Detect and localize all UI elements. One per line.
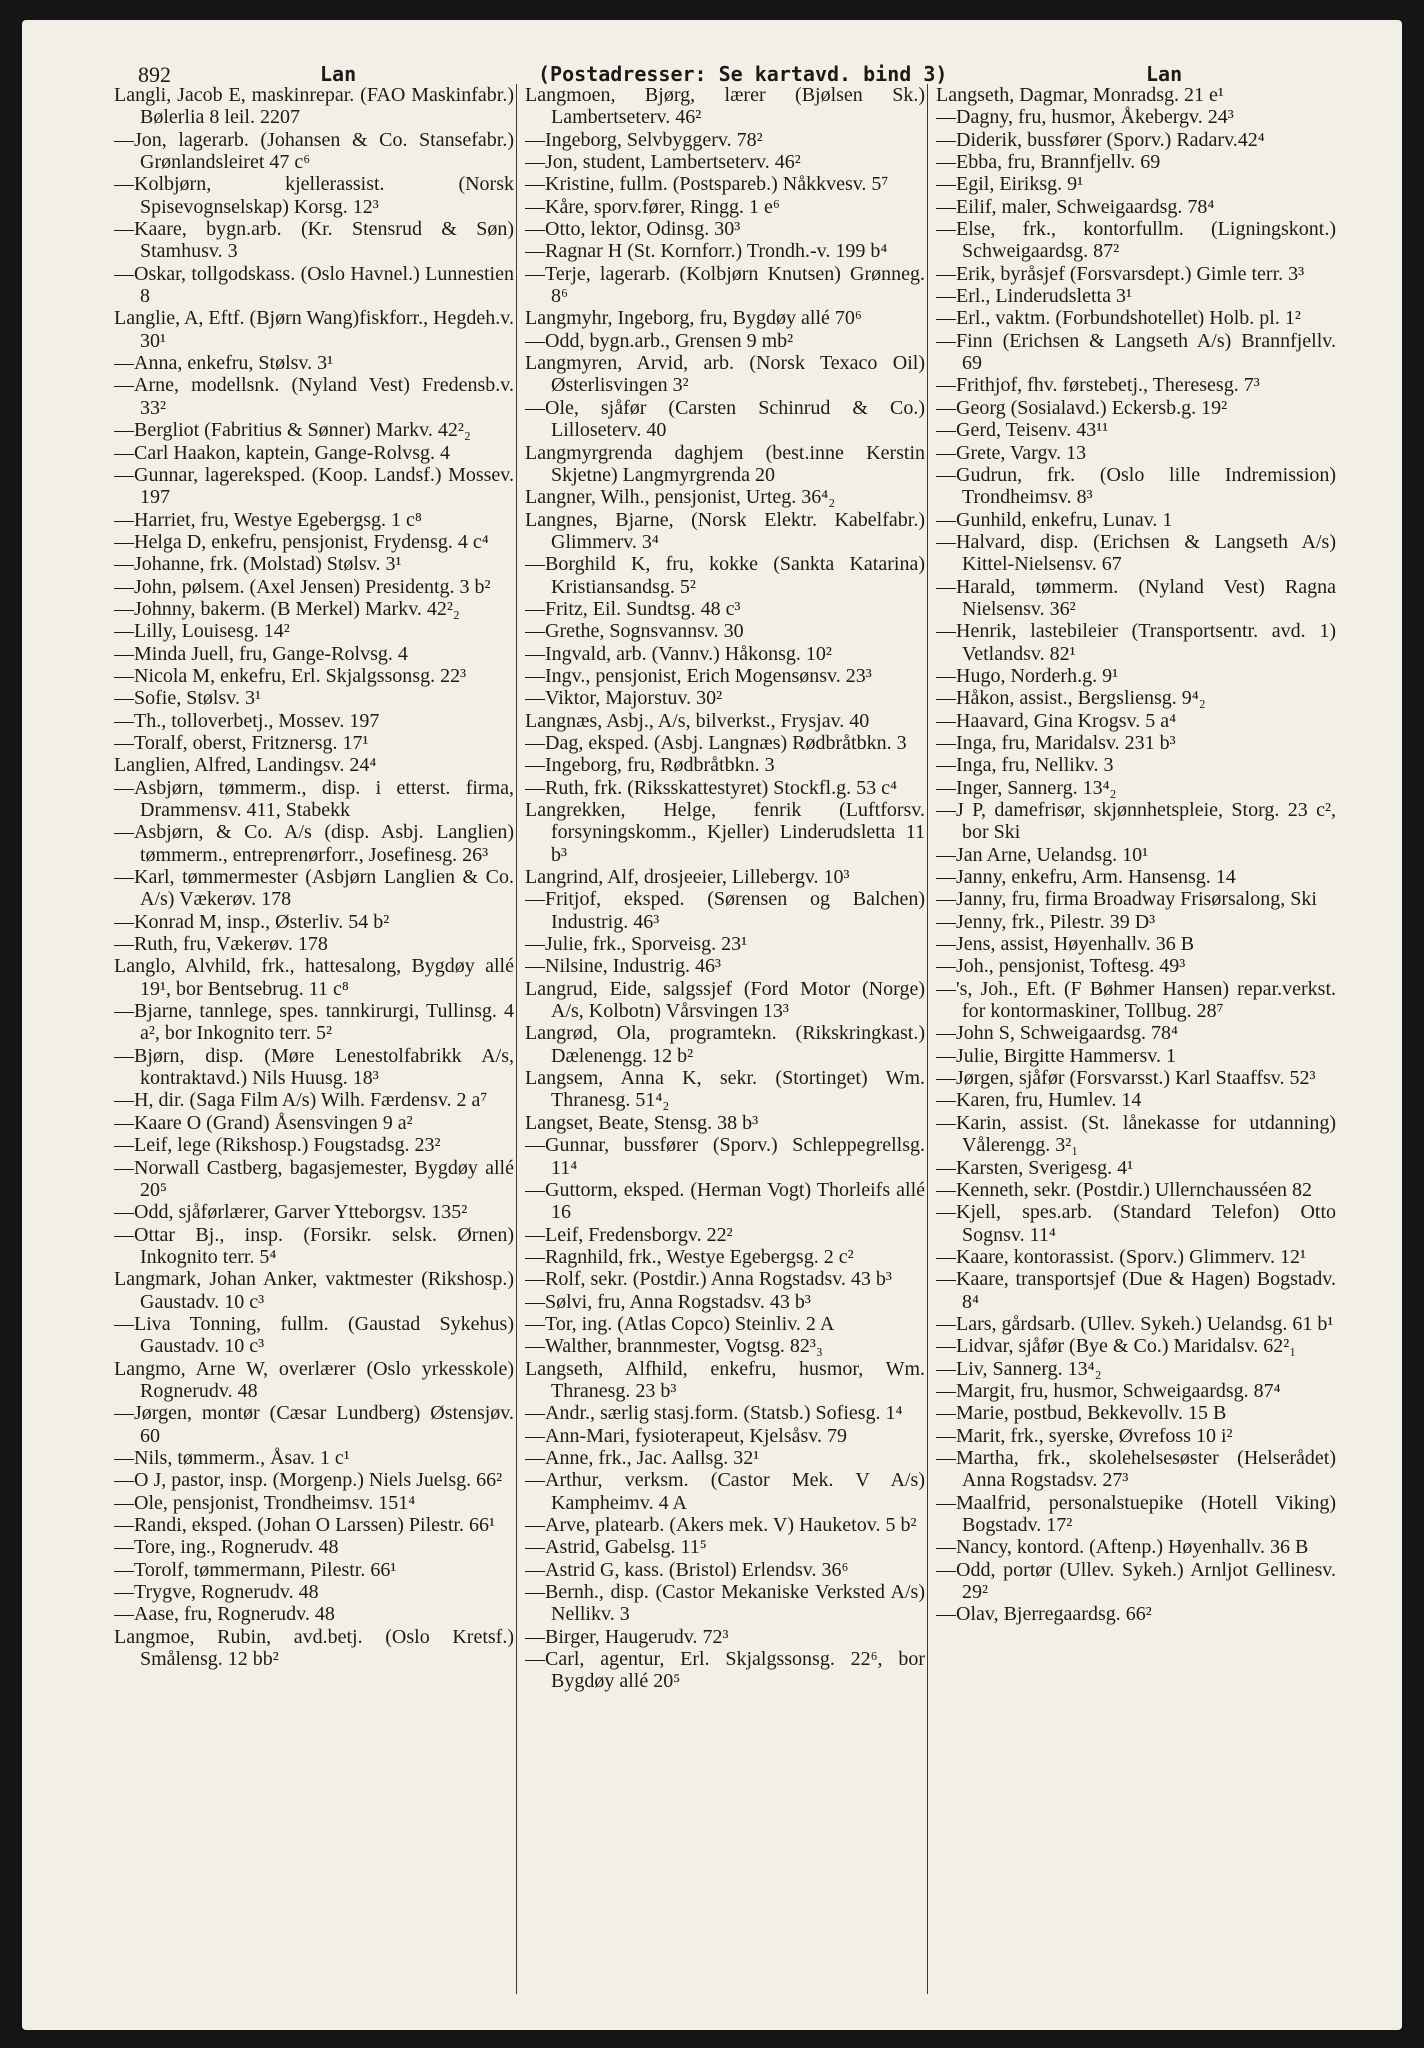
directory-entry: —Håkon, assist., Bergsliensg. 9⁴₂	[936, 687, 1206, 710]
directory-entry: —Ingvald, arb. (Vannv.) Håkonsg. 10²	[525, 642, 832, 665]
directory-entry: —Henrik, lastebileier (Transportsentr. avd. 1) Vetlandsv. 82¹	[936, 620, 1336, 665]
directory-entry: —Birger, Haugerudv. 72³	[525, 1625, 729, 1648]
directory-entry: —Torolf, tømmermann, Pilestr. 66¹	[114, 1558, 397, 1581]
directory-entry: —Erl., Linderudsletta 3¹	[936, 285, 1132, 308]
directory-entry: —Sølvi, fru, Anna Rogstadsv. 43 b³	[525, 1290, 811, 1313]
directory-entry: —Martha, frk., skolehelsesøster (Helserådet) Anna Rogstadsv. 27³	[936, 1446, 1336, 1492]
directory-entry: —Janny, enkefru, Arm. Hansensg. 14	[936, 866, 1236, 889]
directory-entry: —Guttorm, eksped. (Herman Vogt) Thorleifs allé 16	[525, 1178, 925, 1224]
directory-entry: —Terje, lagerarb. (Kolbjørn Knutsen) Grønneg. 8⁶	[525, 262, 925, 308]
directory-entry: —Georg (Sosialavd.) Eckersb.g. 19²	[936, 396, 1228, 419]
directory-entry: —Tore, ing., Rognerudv. 48	[114, 1536, 339, 1559]
directory-entry: Langnes, Bjarne, (Norsk Elektr. Kabelfabr.) Glimmerv. 3⁴	[525, 508, 925, 553]
directory-entry: —Bjarne, tannlege, spes. tannkirurgi, Tullinsg. 4 a², bor Inkognito terr. 5²	[114, 1000, 514, 1045]
directory-entry: —Anna, enkefru, Stølsv. 3¹	[114, 352, 334, 375]
directory-entry: —Finn (Erichsen & Langseth A/s) Brannfjellv. 69	[936, 329, 1336, 375]
directory-entry: —Fritjof, eksped. (Sørensen og Balchen) Industrig. 46³	[525, 888, 925, 933]
directory-entry: —Kaare O (Grand) Åsensvingen 9 a²	[114, 1111, 413, 1134]
directory-entry: —Else, frk., kontorfullm. (Ligningskont.) Schweigaardsg. 87²	[936, 218, 1336, 263]
directory-entry: —Andr., særlig stasj.form. (Statsb.) Sofiesg. 1⁴	[525, 1402, 903, 1425]
directory-entry: —Ole, sjåfør (Carsten Schinrud & Co.) Lilloseterv. 40	[525, 396, 925, 442]
directory-entry: —Sofie, Stølsv. 3¹	[114, 687, 261, 710]
directory-entry: Langrød, Ola, programtekn. (Rikskringkast.) Dælenengg. 12 b²	[525, 1022, 925, 1067]
directory-entry: —Carl Haakon, kaptein, Gange-Rolvsg. 4	[114, 441, 451, 464]
directory-entry: —Bernh., disp. (Castor Mekaniske Verksted A/s) Nellikv. 3	[525, 1581, 925, 1626]
directory-entry: —Grethe, Sognsvannsv. 30	[525, 620, 744, 643]
directory-entry: Langrekken, Helge, fenrik (Luftforsv. forsyningskomm., Kjeller) Linderudsletta 11 b³	[525, 799, 925, 866]
directory-entry: —Erl., vaktm. (Forbundshotellet) Holb. pl. 1²	[936, 307, 1301, 330]
directory-entry: Langrud, Eide, salgssjef (Ford Motor (Norge) A/s, Kolbotn) Vårsvingen 13³	[525, 977, 925, 1023]
directory-entry: —Th., tolloverbetj., Mossev. 197	[114, 709, 380, 732]
directory-entry: —Gerd, Teisenv. 43¹¹	[936, 419, 1109, 442]
directory-entry: —Inga, fru, Nellikv. 3	[936, 754, 1114, 777]
directory-entry: —Aase, fru, Rognerudv. 48	[114, 1603, 335, 1626]
directory-entry: —Egil, Eiriksg. 9¹	[936, 173, 1084, 196]
directory-entry: —John, pølsem. (Axel Jensen) Presidentg. 3 b²	[114, 575, 491, 598]
directory-columns	[114, 84, 1336, 2004]
directory-entry: —Jørgen, sjåfør (Forsvarsst.) Karl Staaffsv. 52³	[936, 1067, 1316, 1090]
directory-entry: —Johnny, bakerm. (B Merkel) Markv. 42²₂	[114, 597, 460, 620]
header-right-word: Lan	[1146, 62, 1183, 86]
directory-entry: —Asbjørn, & Co. A/s (disp. Asbj. Langlien) tømmerm., entreprenørforr., Josefinesg. 26³	[114, 821, 514, 866]
directory-entry: —Carl, agentur, Erl. Skjalgssonsg. 22⁶, bor Bygdøy allé 20⁵	[525, 1648, 925, 1693]
directory-entry: —Viktor, Majorstuv. 30²	[525, 687, 723, 710]
directory-entry: —Jenny, frk., Pilestr. 39 D³	[936, 910, 1156, 933]
directory-entry: —J P, damefrisør, skjønnhetspleie, Storg. 23 c², bor Ski	[936, 799, 1336, 844]
directory-entry: —Liv, Sannerg. 13⁴₂	[936, 1357, 1102, 1380]
directory-entry: —Asbjørn, tømmerm., disp. i etterst. firma, Drammensv. 411, Stabekk	[114, 776, 514, 821]
directory-entry: —Nilsine, Industrig. 46³	[525, 955, 721, 978]
directory-entry: Langsem, Anna K, sekr. (Stortinget) Wm. Thranesg. 51⁴₂	[525, 1067, 925, 1112]
directory-entry: —Fritz, Eil. Sundtsg. 48 c³	[525, 597, 741, 620]
directory-entry: —Randi, eksped. (Johan O Larssen) Pilestr. 66¹	[114, 1514, 495, 1536]
directory-entry: Langlien, Alfred, Landingsv. 24⁴	[114, 754, 377, 777]
directory-entry: —Karl, tømmermester (Asbjørn Langlien & Co. A/s) Vækerøv. 178	[114, 866, 514, 911]
directory-entry: —Rolf, sekr. (Postdir.) Anna Rogstadsv. 43 b³	[525, 1268, 892, 1291]
directory-entry: —Dag, eksped. (Asbj. Langnæs) Rødbråtbkn. 3	[525, 731, 907, 754]
header-left-word: Lan	[320, 62, 357, 86]
directory-entry: —Bjørn, disp. (Møre Lenestolfabrikk A/s, kontraktavd.) Nils Huusg. 18³	[114, 1044, 514, 1090]
header-center-note: (Postadresser: Se kartavd. bind 3)	[538, 62, 948, 86]
directory-entry: Langner, Wilh., pensjonist, Urteg. 36⁴₂	[525, 486, 836, 509]
directory-entry: —Ole, pensjonist, Trondheimsv. 151⁴	[114, 1491, 416, 1514]
directory-entry: —'s, Joh., Eft. (F Bøhmer Hansen) repar.verkst. for kontormaskiner, Tollbug. 28⁷	[936, 977, 1336, 1023]
directory-entry: —Gunhild, enkefru, Lunav. 1	[936, 508, 1173, 531]
directory-entry: —Frithjof, fhv. førstebetj., Theresesg. 7³	[936, 374, 1260, 397]
directory-entry: —Harriet, fru, Westye Egebergsg. 1 c⁸	[114, 508, 422, 531]
directory-column-3	[936, 84, 1336, 1994]
directory-entry: Langmoe, Rubin, avd.betj. (Oslo Kretsf.) Smålensg. 12 bb²	[114, 1625, 514, 1671]
directory-entry: —Ingeborg, fru, Rødbråtbkn. 3	[525, 754, 775, 777]
directory-entry: —Kristine, fullm. (Postspareb.) Nåkkvesv. 5⁷	[525, 173, 889, 196]
directory-entry: —Ingeborg, Selvbyggerv. 78²	[525, 128, 763, 151]
directory-entry: —Odd, bygn.arb., Grensen 9 mb²	[525, 329, 794, 352]
directory-entry: —Janny, fru, firma Broadway Frisørsalong, Ski	[936, 888, 1317, 911]
directory-entry: Langmyren, Arvid, arb. (Norsk Texaco Oil) Østerlisvingen 3²	[525, 352, 925, 397]
directory-entry: —Ruth, frk. (Riksskattestyret) Stockfl.g. 53 c⁴	[525, 776, 897, 799]
directory-entry: Langmyhr, Ingeborg, fru, Bygdøy allé 70⁶	[525, 307, 862, 330]
directory-entry: —Maalfrid, personalstuepike (Hotell Viking) Bogstadv. 17²	[936, 1491, 1336, 1536]
directory-entry: —Ingv., pensjonist, Erich Mogensønsv. 23³	[525, 664, 872, 687]
directory-entry: —Tor, ing. (Atlas Copco) Steinliv. 2 A	[525, 1312, 835, 1335]
directory-entry: —Nils, tømmerm., Åsav. 1 c¹	[114, 1446, 350, 1469]
directory-entry: —Nicola M, enkefru, Erl. Skjalgssonsg. 22³	[114, 664, 467, 687]
directory-entry: —Marie, postbud, Bekkevollv. 15 B	[936, 1402, 1227, 1425]
directory-entry: —Inga, fru, Maridalsv. 231 b³	[936, 731, 1176, 754]
directory-entry: —Margit, fru, husmor, Schweigaardsg. 87⁴	[936, 1379, 1281, 1402]
directory-entry: —Erik, byråsjef (Forsvarsdept.) Gimle terr. 3³	[936, 262, 1305, 285]
directory-entry: —Nancy, kontord. (Aftenp.) Høyenhallv. 36 B	[936, 1536, 1309, 1559]
directory-entry: —Kaare, transportsjef (Due & Hagen) Bogstadv. 8⁴	[936, 1268, 1336, 1313]
directory-entry: Langseth, Dagmar, Monradsg. 21 e¹	[936, 84, 1224, 106]
directory-entry: —Arthur, verksm. (Castor Mek. V A/s) Kampheimv. 4 A	[525, 1469, 925, 1514]
directory-entry: —Gunnar, bussfører (Sporv.) Schleppegrellsg. 11⁴	[525, 1134, 925, 1179]
directory-entry: —Karen, fru, Humlev. 14	[936, 1089, 1142, 1112]
directory-entry: —Gunnar, lagereksped. (Koop. Landsf.) Mossev. 197	[114, 463, 514, 509]
directory-entry: —John S, Schweigaardsg. 78⁴	[936, 1022, 1178, 1045]
directory-entry: —H, dir. (Saga Film A/s) Wilh. Færdensv. 2 a⁷	[114, 1089, 488, 1112]
directory-entry: —Gudrun, frk. (Oslo lille Indremission) Trondheimsv. 8³	[936, 463, 1336, 509]
directory-entry: —Lidvar, sjåfør (Bye & Co.) Maridalsv. 62²₁	[936, 1335, 1297, 1358]
directory-entry: —Odd, portør (Ullev. Sykeh.) Arnljot Gellinesv. 29²	[936, 1558, 1336, 1604]
directory-entry: Langmoen, Bjørg, lærer (Bjølsen Sk.) Lambertseterv. 46²	[525, 84, 925, 129]
directory-entry: —Joh., pensjonist, Toftesg. 49³	[936, 955, 1186, 978]
directory-entry: —Grete, Vargv. 13	[936, 441, 1087, 464]
directory-entry: —Harald, tømmerm. (Nyland Vest) Ragna Nielsensv. 36²	[936, 575, 1336, 620]
directory-entry: —Norwall Castberg, bagasjemester, Bygdøy allé 20⁵	[114, 1156, 514, 1201]
directory-entry: Langmyrgrenda daghjem (best.inne Kerstin Skjetne) Langmyrgrenda 20	[525, 441, 925, 486]
directory-entry: Langnæs, Asbj., A/s, bilverkst., Frysjav. 40	[525, 709, 870, 732]
directory-entry: —Hugo, Norderh.g. 9¹	[936, 664, 1119, 687]
directory-entry: —Kaare, bygn.arb. (Kr. Stensrud & Søn) Stamhusv. 3	[114, 218, 514, 263]
directory-entry: —Dagny, fru, husmor, Åkebergv. 24³	[936, 106, 1234, 129]
directory-entry: —Kåre, sporv.fører, Ringg. 1 e⁶	[525, 195, 780, 218]
directory-entry: —Kjell, spes.arb. (Standard Telefon) Otto Sognsv. 11⁴	[936, 1201, 1336, 1246]
directory-entry: —Karsten, Sverigesg. 4¹	[936, 1156, 1134, 1179]
directory-entry: —Ebba, fru, Brannfjellv. 69	[936, 151, 1161, 174]
directory-entry: Langrind, Alf, drosjeeier, Lillebergv. 10³	[525, 866, 850, 889]
directory-entry: —Arne, modellsnk. (Nyland Vest) Fredensb.v. 33²	[114, 374, 514, 419]
directory-entry: —Karin, assist. (St. lånekasse for utdanning) Vålerengg. 3²₁	[936, 1111, 1336, 1157]
directory-entry: —Odd, sjåførlærer, Garver Ytteborgsv. 135²	[114, 1201, 468, 1224]
directory-entry: —Minda Juell, fru, Gange-Rolvsg. 4	[114, 642, 408, 665]
directory-entry: —Jens, assist, Høyenhallv. 36 B	[936, 933, 1195, 956]
directory-entry: —Leif, Fredensborgv. 22²	[525, 1223, 733, 1246]
directory-entry: Langmo, Arne W, overlærer (Oslo yrkesskole) Rognerudv. 48	[114, 1357, 514, 1402]
directory-entry: —Bergliot (Fabritius & Sønner) Markv. 42²₂	[114, 419, 471, 442]
directory-entry: —Astrid, Gabelsg. 11⁵	[525, 1536, 707, 1559]
directory-column-1	[114, 84, 517, 1994]
directory-entry: —Astrid G, kass. (Bristol) Erlendsv. 36⁶	[525, 1558, 849, 1581]
directory-entry: —Konrad M, insp., Østerliv. 54 b²	[114, 910, 390, 933]
directory-entry: —Julie, frk., Sporveisg. 23¹	[525, 933, 748, 956]
directory-entry: —Toralf, oberst, Fritznersg. 17¹	[114, 731, 369, 754]
directory-entry: —Kolbjørn, kjellerassist. (Norsk Spisevognselskap) Korsg. 12³	[114, 173, 514, 218]
directory-entry: —Halvard, disp. (Erichsen & Langseth A/s) Kittel-Nielsensv. 67	[936, 530, 1336, 576]
directory-entry: —O J, pastor, insp. (Morgenp.) Niels Juelsg. 66²	[114, 1469, 503, 1492]
directory-entry: Langlie, A, Eftf. (Bjørn Wang)fiskforr., Hegdeh.v. 30¹	[114, 307, 514, 352]
directory-entry: Langli, Jacob E, maskinrepar. (FAO Maskinfabr.) Bølerlia 8 leil. 2207	[114, 84, 514, 129]
directory-entry: —Trygve, Rognerudv. 48	[114, 1581, 319, 1604]
directory-entry: —Jon, student, Lambertseterv. 46²	[525, 151, 801, 174]
directory-entry: Langset, Beate, Stensg. 38 b³	[525, 1111, 759, 1134]
directory-entry: —Johanne, frk. (Molstad) Stølsv. 3¹	[114, 553, 402, 576]
directory-entry: —Jan Arne, Uelandsg. 10¹	[936, 843, 1149, 866]
directory-entry: —Marit, frk., syerske, Øvrefoss 10 i²	[936, 1424, 1233, 1447]
directory-entry: —Oskar, tollgodskass. (Oslo Havnel.) Lunnestien 8	[114, 262, 514, 308]
page-number: 892	[138, 62, 171, 87]
directory-entry: —Jørgen, montør (Cæsar Lundberg) Østensjøv. 60	[114, 1402, 514, 1447]
directory-entry: —Inger, Sannerg. 13⁴₂	[936, 776, 1117, 799]
directory-entry: —Lars, gårdsarb. (Ullev. Sykeh.) Uelandsg. 61 b¹	[936, 1312, 1334, 1335]
directory-entry: —Eilif, maler, Schweigaardsg. 78⁴	[936, 195, 1215, 218]
directory-entry: —Arve, platearb. (Akers mek. V) Hauketov. 5 b²	[525, 1514, 917, 1536]
directory-entry: —Helga D, enkefru, pensjonist, Frydensg. 4 c⁴	[114, 530, 489, 553]
directory-entry: —Olav, Bjerregaardsg. 66²	[936, 1603, 1152, 1626]
directory-entry: —Walther, brannmester, Vogtsg. 82³₃	[525, 1335, 823, 1358]
directory-entry: —Otto, lektor, Odinsg. 30³	[525, 218, 741, 241]
directory-entry: Langlo, Alvhild, frk., hattesalong, Bygdøy allé 19¹, bor Bentsebrug. 11 c⁸	[114, 955, 514, 1000]
directory-entry: —Ragnar H (St. Kornforr.) Trondh.-v. 199 b⁴	[525, 240, 888, 263]
directory-entry: —Leif, lege (Rikshosp.) Fougstadsg. 23²	[114, 1134, 441, 1157]
directory-entry: Langseth, Alfhild, enkefru, husmor, Wm. Thranesg. 23 b³	[525, 1357, 925, 1402]
directory-column-2	[525, 84, 928, 1994]
directory-entry: —Ottar Bj., insp. (Forsikr. selsk. Ørnen) Inkognito terr. 5⁴	[114, 1223, 514, 1268]
directory-entry: —Julie, Birgitte Hammersv. 1	[936, 1044, 1176, 1067]
directory-entry: —Borghild K, fru, kokke (Sankta Katarina) Kristiansandsg. 5²	[525, 553, 925, 598]
directory-entry: —Ragnhild, frk., Westye Egebergsg. 2 c²	[525, 1245, 854, 1268]
directory-entry: —Kaare, kontorassist. (Sporv.) Glimmerv. 12¹	[936, 1245, 1306, 1268]
directory-entry: —Ruth, fru, Vækerøv. 178	[114, 933, 328, 956]
directory-entry: —Anne, frk., Jac. Aallsg. 32¹	[525, 1446, 760, 1469]
directory-entry: —Ann-Mari, fysioterapeut, Kjelsåsv. 79	[525, 1424, 847, 1447]
directory-entry: —Jon, lagerarb. (Johansen & Co. Stansefabr.) Grønlandsleiret 47 c⁶	[114, 128, 514, 174]
directory-entry: —Haavard, Gina Krogsv. 5 a⁴	[936, 709, 1177, 732]
directory-entry: —Kenneth, sekr. (Postdir.) Ullernchausséen 82	[936, 1178, 1313, 1201]
directory-entry: Langmark, Johan Anker, vaktmester (Rikshosp.) Gaustadv. 10 c³	[114, 1268, 514, 1313]
directory-entry: —Liva Tonning, fullm. (Gaustad Sykehus) Gaustadv. 10 c³	[114, 1312, 514, 1358]
directory-entry: —Diderik, bussfører (Sporv.) Radarv.42⁴	[936, 128, 1265, 151]
directory-entry: —Lilly, Louisesg. 14²	[114, 620, 290, 643]
